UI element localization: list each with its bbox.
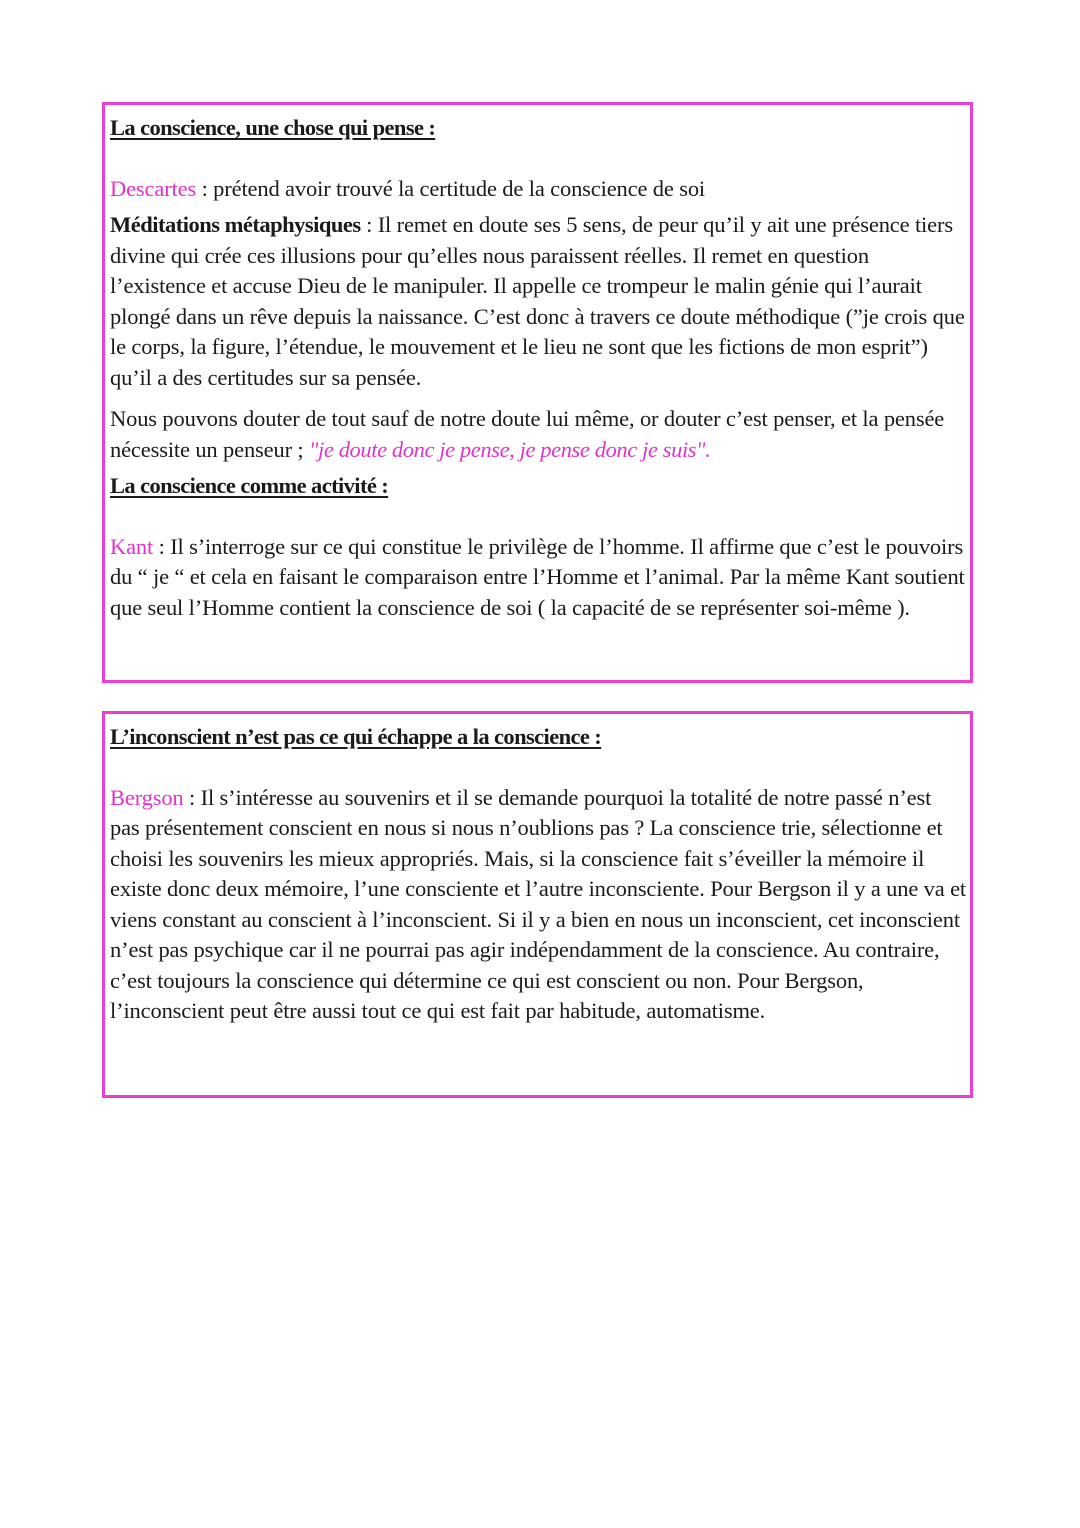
kant-paragraph (110, 532, 966, 624)
meditations-paragraph (110, 210, 966, 393)
descartes-text: : prétend avoir trouvé la certitude de la conscience de soi (196, 175, 706, 201)
subsection-heading: La conscience comme activité : (110, 473, 389, 498)
meditations-title: Méditations métaphysiques (110, 212, 361, 237)
bergson-paragraph (110, 783, 966, 1027)
section-box-inconscient (102, 711, 973, 1098)
bergson-text: : Il s’intéresse au souvenirs et il se demande pourquoi la totalité de notre passé n’est pas présentement conscient en nous si nous n’oublions pas ? La conscience trie, sélectionne et choisi les souvenirs les mieux appropriés. Mais, si la conscience fait s’éveiller la mémoire il existe donc deux mémoire, l’une consciente et l’autre inconsciente. Pour Bergson il y a une va et viens constant au conscient à l’inconscient. Si il y a bien en nous un inconscient, cet inconscient n’est pas psychique car il ne pourrai pas agir indépendamment de la conscience. Au contraire, c’est toujours la conscience qui détermine ce qui est conscient ou non. Pour Bergson, l’inconscient peut être aussi tout ce qui est fait par habitude, automatisme. (110, 784, 967, 1023)
doubt-text: Nous pouvons douter de tout sauf de notre doute lui même, or douter c’est penser, et la pensée nécessite un penseur ; (110, 406, 945, 462)
philosopher-name-kant: Kant (110, 533, 154, 559)
philosopher-name-bergson: Bergson (110, 784, 184, 810)
philosopher-name-descartes: Descartes (110, 175, 197, 201)
meditations-text: : Il remet en doute ses 5 sens, de peur qu’il y ait une présence tiers divine qui crée ces illusions pour qu’elles nous paraissent réelles. Il remet en question l’existence et accuse Dieu de le manipuler. Il appelle ce trompeur le malin génie qui l’aurait plongé dans un rêve depuis la naissance. C’est donc à travers ce doute méthodique (”je crois que le corps, la figure, l’étendue, le mouvement et le lieu ne sont que les fictions de mon esprit”) qu’il a des certitudes sur sa pensée. (110, 212, 965, 390)
doubt-paragraph (110, 404, 966, 465)
kant-text: : Il s’interroge sur ce qui constitue le privilège de l’homme. Il affirme que c’est le pouvoirs du “ je “ et cela en faisant le comparaison entre l’Homme et l’animal. Par la même Kant soutient que seul l’Homme contient la conscience de soi ( la capacité de se représenter soi-même ). (110, 533, 965, 620)
descartes-paragraph (110, 174, 966, 205)
section-heading: L’inconscient n’est pas ce qui échappe a la conscience : (110, 724, 602, 749)
section-box-conscience (102, 102, 973, 683)
section-heading: La conscience, une chose qui pense : (110, 115, 436, 140)
cogito-quote: "je doute donc je pense, je pense donc je suis". (308, 436, 711, 462)
